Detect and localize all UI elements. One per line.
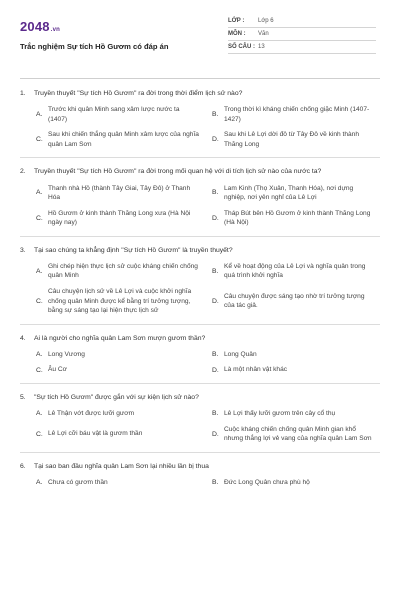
option-text: Lam Kinh (Thọ Xuân, Thanh Hóa), nơi dựng nghiệp, nơi yên nghỉ của Lê Lợi (224, 184, 354, 202)
option-letter: B. (212, 111, 219, 119)
answer-option[interactable] (212, 287, 380, 316)
brand (20, 14, 168, 52)
question-text (20, 246, 380, 255)
question-number: 3. (20, 246, 26, 254)
meta-row-subject: MÔN : Văn (228, 28, 376, 41)
option-text: Trước khi quân Minh sang xâm lược nước ta (1407) (48, 106, 180, 123)
option-text: Lê Lợi thấy lưỡi gươm trên cây cổ thụ (224, 410, 336, 418)
question-number: 5. (20, 393, 26, 401)
answer-option[interactable] (212, 105, 380, 124)
option-text: Chưa có gươm thần (48, 478, 108, 486)
meta-row-class: LỚP : Lớp 6 (228, 15, 376, 28)
answer-option[interactable] (36, 209, 204, 228)
question-text (20, 89, 380, 98)
option-text: Câu chuyện được sáng tạo nhờ trí tưởng tượng của tác giả. (224, 292, 365, 310)
header-divider (20, 78, 380, 79)
question-prompt: Truyền thuyết "Sự tích Hồ Gươm" ra đời trong mối quan hệ với di tích lịch sử nào của nước ta? (34, 168, 322, 176)
answer-option[interactable] (212, 365, 380, 375)
question-5 (20, 393, 380, 444)
option-letter: D. (212, 214, 219, 222)
answer-option[interactable] (36, 287, 204, 316)
question-number: 4. (20, 334, 26, 342)
option-letter: A. (36, 189, 43, 197)
meta-table (228, 15, 376, 54)
option-letter: B. (212, 410, 219, 418)
option-letter: C. (36, 430, 43, 438)
answer-option[interactable] (212, 478, 380, 488)
answer-option[interactable] (36, 105, 204, 124)
question-divider (20, 383, 380, 384)
option-text: Long Vương (48, 350, 85, 358)
option-text: Sau khi Lê Lợi dời đô từ Tây Đô về kinh thành Thăng Long (224, 131, 360, 148)
option-letter: C. (36, 366, 43, 374)
answer-option[interactable] (36, 478, 204, 488)
question-number: 2. (20, 168, 26, 176)
question-prompt: Tại sao chúng ta khẳng định "Sự tích Hồ Gươm" là truyền thuyết? (34, 246, 233, 254)
question-divider (20, 452, 380, 453)
question-text (20, 462, 380, 471)
options-grid (20, 262, 380, 316)
option-letter: C. (36, 297, 43, 305)
question-divider (20, 157, 380, 158)
question-3 (20, 246, 380, 316)
meta-row-count: SỐ CÂU : 13 (228, 41, 376, 54)
option-text: Thanh nhà Hồ (thành Tây Giai, Tây Đô) ở Thanh Hóa (48, 184, 191, 202)
options-grid (20, 105, 380, 149)
option-text: Âu Cơ (48, 366, 67, 374)
question-prompt: Tại sao ban đầu nghĩa quân Lam Sơn lại nhiều lần bị thua (34, 462, 209, 470)
answer-option[interactable] (36, 409, 204, 419)
page-header (20, 14, 380, 66)
option-letter: B. (212, 189, 219, 197)
question-prompt: Truyền thuyết "Sự tích Hồ Gươm" ra đời trong thời điểm lịch sử nào? (34, 90, 243, 97)
answer-option[interactable] (36, 184, 204, 203)
option-letter: C. (36, 214, 43, 222)
option-text: Là một nhân vật khác (224, 366, 288, 374)
question-prompt: Ai là người cho nghĩa quân Lam Sơn mượn gươm thần? (34, 334, 206, 342)
option-letter: A. (36, 267, 43, 275)
answer-option[interactable] (36, 262, 204, 281)
option-text: Lê Thận vớt được lưỡi gươm (48, 410, 135, 418)
option-letter: D. (212, 136, 219, 144)
question-divider (20, 324, 380, 325)
option-text: Đức Long Quân chưa phù hộ (224, 478, 310, 486)
page-title: Trắc nghiệm Sự tích Hồ Gươm có đáp án (20, 41, 169, 51)
question-list (20, 89, 380, 487)
option-letter: B. (212, 350, 219, 358)
option-text: Sau khi chiến thắng quân Minh xâm lược của nghĩa quân Lam Sơn (48, 131, 199, 148)
option-letter: B. (212, 267, 219, 275)
option-letter: A. (36, 350, 43, 358)
options-grid (20, 409, 380, 444)
option-letter: A. (36, 410, 43, 418)
answer-option[interactable] (36, 130, 204, 149)
answer-option[interactable] (212, 409, 380, 419)
option-text: Long Quân (224, 350, 257, 358)
site-logo[interactable]: 2048.vn (20, 19, 61, 34)
option-text: Kể về hoạt động của Lê Lợi và nghĩa quân trong quá trình khởi nghĩa (224, 262, 366, 280)
question-text (20, 393, 380, 402)
answer-option[interactable] (36, 425, 204, 444)
answer-option[interactable] (212, 184, 380, 203)
answer-option[interactable] (36, 350, 204, 360)
question-6 (20, 462, 380, 488)
option-letter: B. (212, 479, 219, 487)
option-letter: D. (212, 297, 219, 305)
answer-option[interactable] (212, 262, 380, 281)
question-number: 1. (20, 90, 26, 97)
option-text: Hồ Gươm ở kinh thành Thăng Long xưa (Hà Nội ngày nay) (48, 209, 191, 227)
option-text: Cuộc kháng chiến chống quân Minh gian khổ nhưng thắng lợi vẻ vang của nghĩa quân Lam Sơn (224, 425, 372, 443)
option-text: Trong thời kì kháng chiến chống giặc Minh (1407- 1427) (224, 106, 370, 123)
option-letter: A. (36, 479, 43, 487)
answer-option[interactable] (36, 365, 204, 375)
question-number: 6. (20, 462, 26, 470)
option-text: Câu chuyện lịch sử về Lê Lợi và cuộc khởi nghĩa chống quân Minh được kể bằng trí tưởng tượng, bằng sự sáng tạo lại hiện thực lịch sử (48, 287, 192, 315)
options-grid (20, 184, 380, 228)
answer-option[interactable] (212, 350, 380, 360)
option-text: Ghi chép hiện thực lịch sử cuộc kháng chiến chống quân Minh (48, 262, 198, 280)
question-prompt: "Sự tích Hồ Gươm" được gắn với sự kiện lịch sử nào? (34, 393, 199, 401)
question-text (20, 167, 380, 176)
option-letter: A. (36, 111, 43, 119)
option-letter: C. (36, 136, 43, 144)
option-text: Lê Lợi cỡi báu vật là gươm thần (48, 430, 143, 438)
question-text (20, 334, 380, 343)
question-1 (20, 89, 380, 149)
options-grid (20, 478, 380, 488)
options-grid (20, 350, 380, 375)
question-2 (20, 167, 380, 227)
answer-option[interactable] (212, 209, 380, 228)
option-letter: D. (212, 430, 219, 438)
answer-option[interactable] (212, 425, 380, 444)
option-text: Tháp Bút bên Hồ Gươm ở kinh thành Thăng Long (Hà Nội) (224, 209, 371, 227)
option-letter: D. (212, 366, 219, 374)
answer-option[interactable] (212, 130, 380, 149)
question-divider (20, 236, 380, 237)
question-4 (20, 334, 380, 375)
